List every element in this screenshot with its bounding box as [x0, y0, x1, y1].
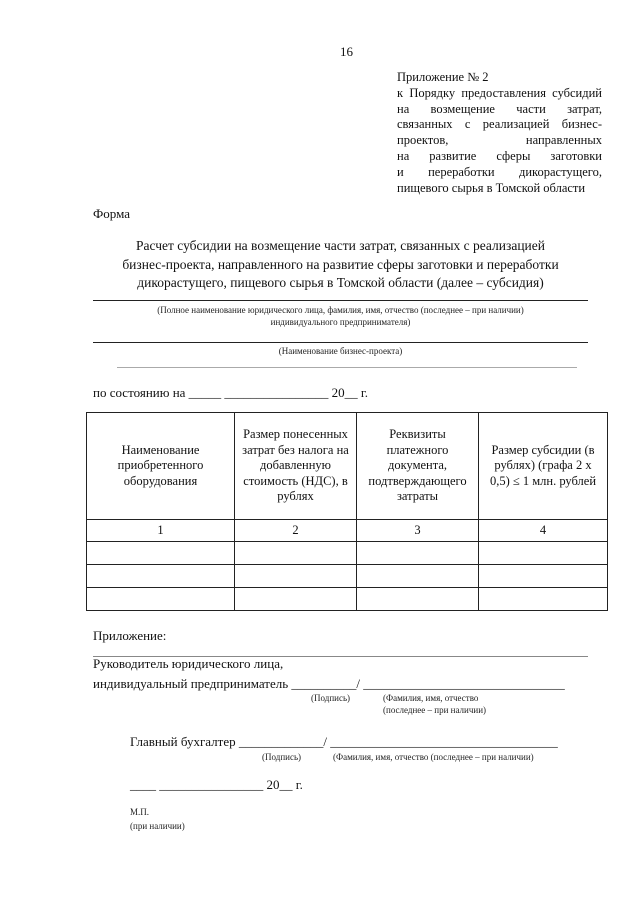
table-row: [87, 542, 608, 565]
fio-note: (Фамилия, имя, отчество (последнее – при наличии): [333, 752, 534, 762]
subsidy-table: [86, 412, 608, 611]
divider: [117, 367, 577, 368]
form-label: Форма: [93, 206, 130, 221]
appendix-line: проектов, направленных: [397, 133, 602, 148]
appendix-block: [397, 70, 602, 196]
header-cell: Размер субсидии (в рублях) (графа 2 x 0,5) ≤ 1 млн. рублей: [479, 413, 608, 520]
signature-note: (Подпись): [311, 693, 351, 703]
header-cell: Наименование приобретенного оборудования: [87, 413, 235, 520]
table-row: [87, 565, 608, 588]
appendix-line: Приложение № 2: [397, 70, 489, 84]
entity-note: индивидуального предпринимателя): [270, 317, 411, 327]
fio-note: (Фамилия, имя, отчество: [383, 693, 479, 703]
column-number: 1: [87, 520, 235, 542]
head-title: Руководитель юридического лица,: [93, 656, 284, 671]
project-note: (Наименование бизнес-проекта): [278, 346, 403, 356]
title-line: Расчет субсидии на возмещение части затрат, связанных с реализацией: [136, 238, 545, 253]
column-number: 3: [357, 520, 479, 542]
title-line: бизнес-проекта, направленного на развитие сферы заготовки и переработки: [122, 256, 559, 272]
header-cell: Реквизиты платежного документа, подтверждающего затраты: [357, 413, 479, 520]
signature-note: (Подпись): [262, 752, 302, 762]
document-title: [93, 237, 588, 293]
header-cell: Размер понесенных затрат без налога на добавленную стоимость (НДС), в рублях: [235, 413, 357, 520]
stamp-label: М.П.: [130, 807, 150, 817]
appendix-line: на развитие сферы заготовки: [397, 148, 602, 163]
title-line: дикорастущего, пищевого сырья в Томской области (далее – субсидия): [137, 275, 544, 290]
page-number: 16: [340, 44, 353, 59]
date-line: ____ ________________ 20__ г.: [130, 777, 303, 792]
entity-name-line: [93, 300, 588, 301]
appendix-line: на возмещение части затрат,: [397, 101, 602, 116]
fio-note: (последнее – при наличии): [383, 705, 487, 715]
entity-note: (Полное наименование юридического лица, фамилия, имя, отчество (последнее – при наличии): [157, 305, 524, 315]
project-name-line: [93, 342, 588, 343]
table-row: [87, 588, 608, 611]
attachment-label: Приложение:: [93, 628, 167, 643]
accountant-signature-line: Главный бухгалтер _____________/ ___________________________________: [130, 734, 558, 749]
appendix-line: к Порядку предоставления субсидий: [397, 85, 602, 100]
appendix-line: и переработки дикорастущего,: [397, 164, 602, 179]
head-signature-line: индивидуальный предприниматель __________/ _______________________________: [93, 676, 565, 691]
column-number: 4: [479, 520, 608, 542]
appendix-line: пищевого сырья в Томской области: [397, 180, 586, 195]
column-number: 2: [235, 520, 357, 542]
as-of-date: по состоянию на _____ ________________ 20__ г.: [93, 385, 369, 400]
stamp-note: (при наличии): [130, 821, 185, 831]
appendix-line: связанных с реализацией бизнес-: [397, 117, 602, 132]
